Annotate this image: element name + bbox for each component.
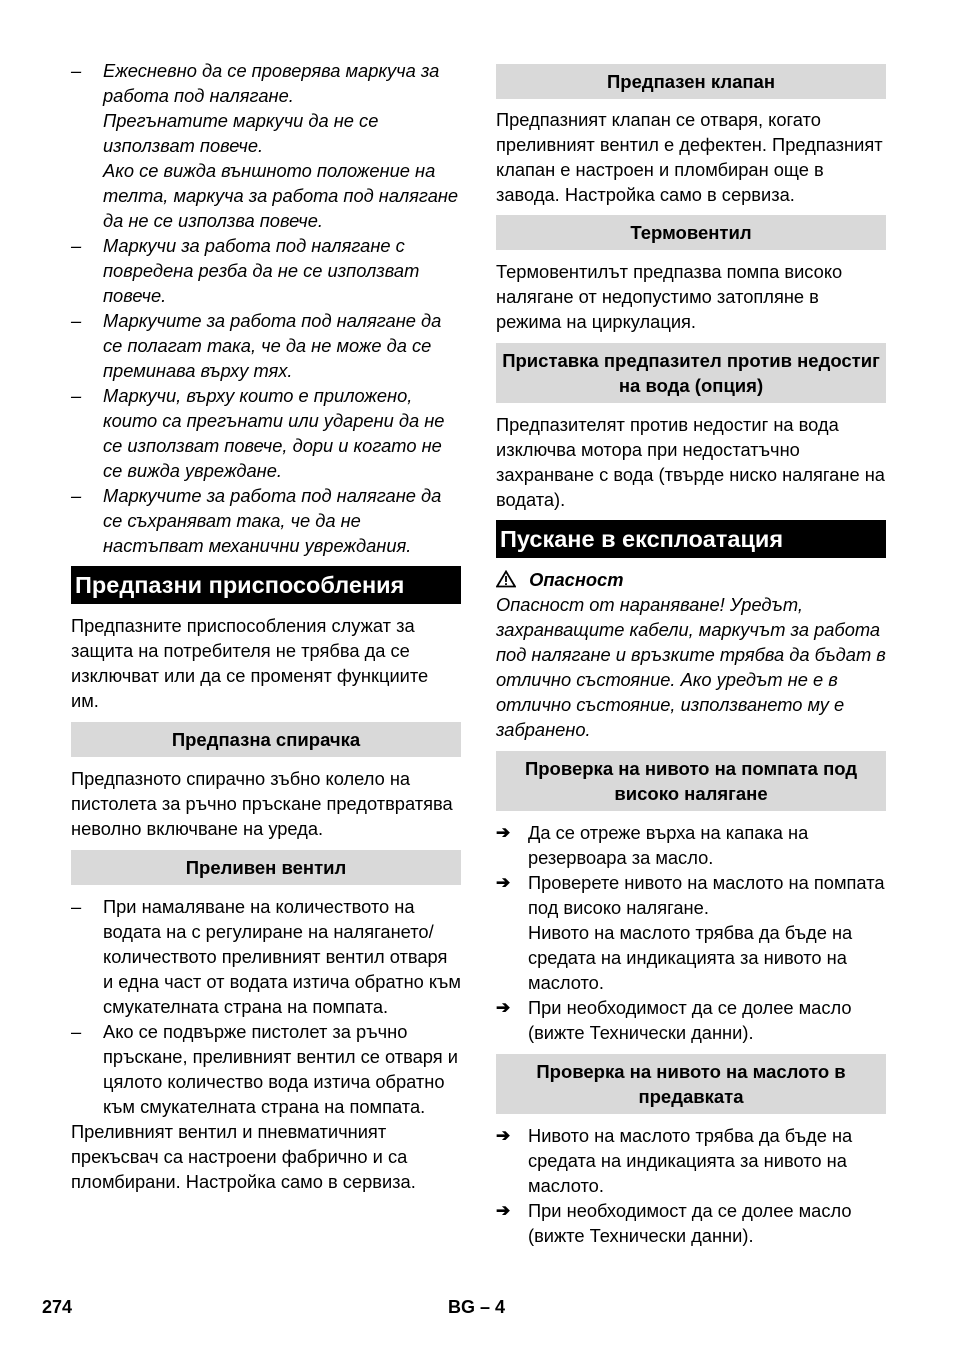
dash-bullet: – — [71, 235, 82, 256]
list-item: – Маркучи, върху които е приложено, които са прегънати или ударени да не се използват повече, дори и когато не се вижда увреждане. — [71, 385, 445, 481]
dash-bullet: – — [71, 310, 82, 331]
list-item: ➔ При необходимост да се долее масло (вижте Технически данни). — [496, 1200, 852, 1246]
left-column — [71, 58, 461, 1194]
dash-bullet: – — [71, 60, 82, 81]
section-heading-startup: Пускане в експлоатация — [496, 520, 886, 558]
subheading-overflow-valve: Преливен вентил — [71, 850, 461, 885]
section-intro: Предпазните приспособления служат за защита на потребителя не трябва да се изключват или да се променят функциите им. — [71, 615, 429, 711]
list-item: – При намаляване на количеството на водата на с регулиране на налягането/количеството преливният вентил отваря и една част от водата изтича обратно към смукателната страна на помпата. — [71, 896, 461, 1017]
arrow-bullet-icon: ➔ — [496, 823, 511, 842]
right-column — [496, 64, 886, 1248]
arrow-bullet-icon: ➔ — [496, 998, 511, 1017]
arrow-bullet-icon: ➔ — [496, 1126, 511, 1145]
safety-valve-text: Предпазният клапан се отваря, когато преливният вентил е дефектен. Предпазният клапан е настроен и пломбиран още в завода. Настройка само в сервиза. — [496, 109, 883, 205]
page-number: 274 — [42, 1297, 73, 1317]
safety-brake-text: Предпазното спирачно зъбно колело на пистолета за ръчно пръскане предотвратява неволно включване на уреда. — [71, 768, 453, 839]
danger-text: Опасност от нараняване! Уредът, захранващите кабели, маркучът за работа под налягане и връзките трябва да бъдат в отлично състояние. Ако уредът не е в отлично състояние, използването му е забранено. — [496, 594, 886, 740]
list-item: ➔ Нивото на маслото трябва да бъде на средата на индикацията за нивото на маслото. — [496, 1125, 853, 1196]
dash-bullet: – — [71, 385, 82, 406]
list-item: – Маркучите за работа под налягане да се съхраняват така, че да не настъпват механични увреждания. — [71, 485, 442, 556]
dash-bullet: – — [71, 485, 82, 506]
water-shortage-text: Предпазителят против недостиг на вода изключва мотора при недостатъчно захранване с вода (твърде ниско налягане на водата). — [496, 414, 885, 510]
danger-label: Опасност — [496, 567, 886, 592]
list-item: ➔ Проверете нивото на маслото на помпата под високо налягане. Нивото на маслото трябва да бъде на средата на индикацията за нивото на маслото. — [496, 872, 885, 993]
language-code: BG – 4 — [448, 1297, 506, 1317]
list-item: – Ежесневно да се проверява маркуча за работа под налягане. Прегънатите маркучи да не се използват повече. Ако се вижда външното положение на телта, маркуча за работа под налягане да не се използва повече. — [71, 60, 459, 231]
list-item: – Ако се подвърже пистолет за ръчно пръскане, преливният вентил се отваря и цялото количество вода изтича обратно към смукателната страна на помпата. — [71, 1021, 458, 1117]
thermo-valve-text: Термовентилът предпазва помпа високо налягане от недопустимо затопляне в режима на циркулация. — [496, 261, 843, 332]
subheading-pump-oil-check: Проверка на нивото на помпата под високо налягане — [496, 751, 886, 811]
subheading-gear-oil-check: Проверка на нивото на маслото в предавката — [496, 1054, 886, 1114]
overflow-valve-text: Преливният вентил и пневматичният прекъсвач са настроени фабрично и са пломбирани. Настройка само в сервиза. — [71, 1121, 416, 1192]
warning-triangle-icon — [496, 569, 521, 590]
list-item: – Маркучите за работа под налягане да се полагат така, че да не може да се преминава върху тях. — [71, 310, 442, 381]
dash-bullet: – — [71, 1021, 82, 1042]
subheading-thermo-valve: Термовентил — [496, 215, 886, 250]
arrow-bullet-icon: ➔ — [496, 1201, 511, 1220]
subheading-water-shortage: Приставка предпазител против недостиг на вода (опция) — [496, 343, 886, 403]
subheading-safety-brake: Предпазна спирачка — [71, 722, 461, 757]
section-heading-safety-devices: Предпазни приспособления — [71, 566, 461, 604]
subheading-safety-valve: Предпазен клапан — [496, 64, 886, 99]
dash-bullet: – — [71, 896, 82, 917]
arrow-bullet-icon: ➔ — [496, 873, 511, 892]
list-item: ➔ Да се отреже върха на капака на резервоара за масло. — [496, 822, 809, 868]
list-item: – Маркучи за работа под налягане с повредена резба да не се използват повече. — [71, 235, 420, 306]
list-item: ➔ При необходимост да се долее масло (вижте Технически данни). — [496, 997, 852, 1043]
